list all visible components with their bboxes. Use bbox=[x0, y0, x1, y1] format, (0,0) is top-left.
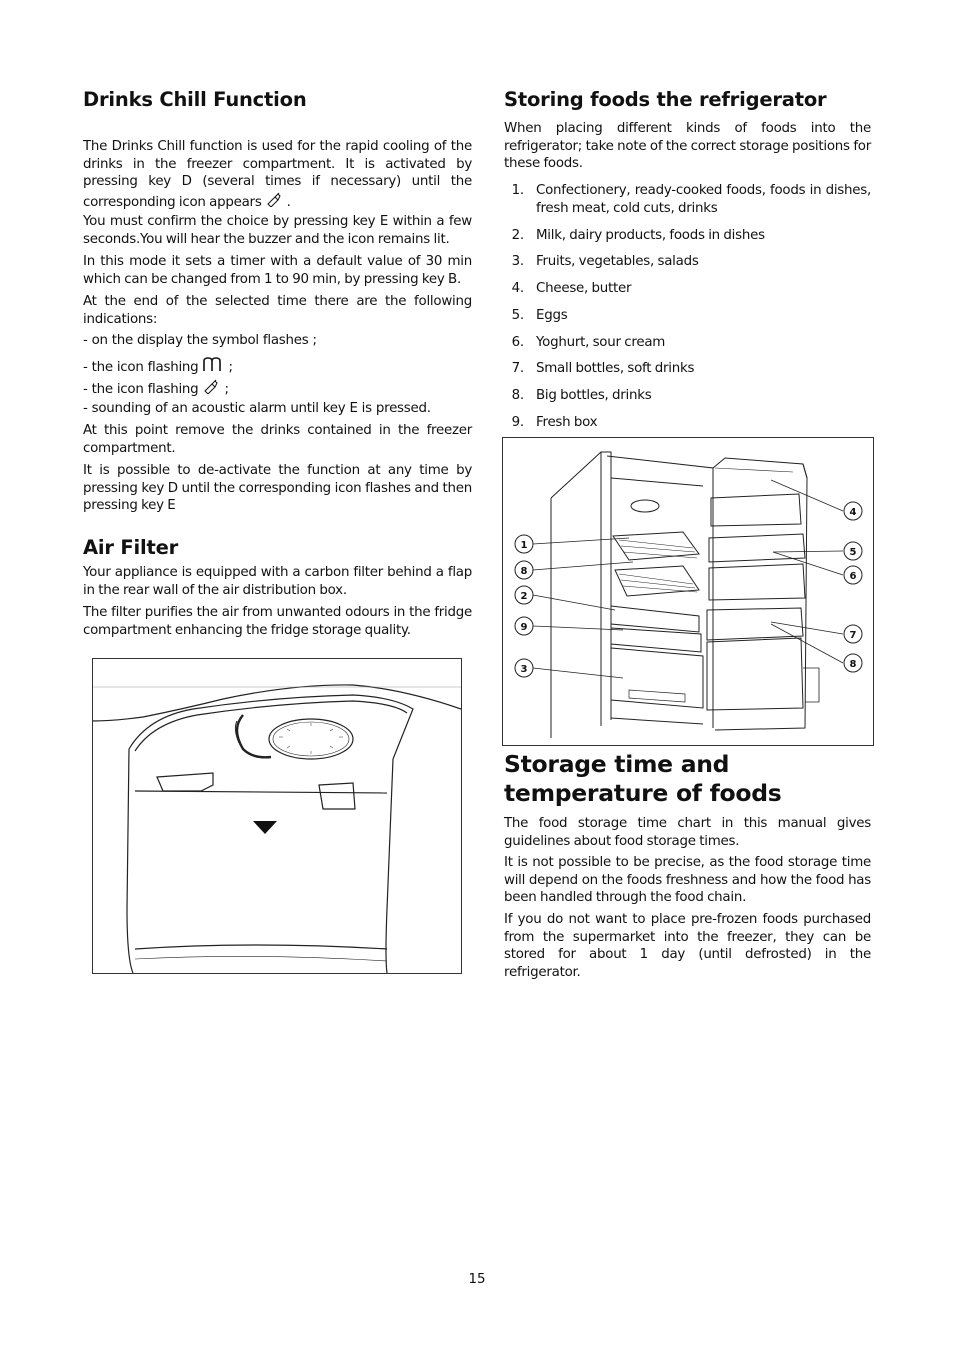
list-item-number: 7. bbox=[511, 361, 524, 376]
indication-4: - sounding of an acoustic alarm until key E is pressed. bbox=[83, 401, 431, 416]
callout-label: 4 bbox=[849, 507, 857, 518]
air-filter-heading: Air Filter bbox=[83, 536, 179, 559]
callout-label: 7 bbox=[849, 630, 857, 641]
air-filter-illustration bbox=[92, 658, 462, 974]
storing-foods-heading: Storing foods the refrigerator bbox=[504, 88, 827, 111]
list-item: Confectionery, ready-cooked foods, foods in dishes, fresh meat, cold cuts, drinks bbox=[536, 183, 871, 216]
bottle-icon bbox=[265, 191, 283, 213]
list-item-number: 5. bbox=[511, 308, 524, 323]
storage-paragraph-3: If you do not want to place pre-frozen foods purchased from the supermarket into the freezer, they can be stored for about 1 day (until defrosted) in the refrigerator. bbox=[504, 912, 871, 980]
callout-label: 8 bbox=[849, 659, 857, 670]
list-item: Yoghurt, sour cream bbox=[536, 335, 666, 350]
storage-paragraph-2: It is not possible to be precise, as the food storage time will depend on the foods freshness and how the food has been handled through the food chain. bbox=[504, 855, 871, 906]
callout-label: 8 bbox=[520, 566, 528, 577]
drinks-chill-paragraph-6: It is possible to de-activate the function at any time by pressing key D until the corresponding icon flashes and then pressing key E bbox=[83, 463, 472, 514]
drinks-chill-paragraph-3: In this mode it sets a timer with a default value of 30 min which can be changed from 1 to 90 min, by pressing key B. bbox=[83, 254, 472, 287]
list-item-number: 4. bbox=[511, 281, 524, 296]
page-number: 15 bbox=[468, 1272, 486, 1287]
drinks-chill-paragraph-2: You must confirm the choice by pressing key E within a few seconds.You will hear the buzzer and the icon remains lit. bbox=[83, 214, 472, 247]
air-filter-paragraph-2: The filter purifies the air from unwanted odours in the fridge compartment enhancing the fridge storage quality. bbox=[83, 605, 472, 638]
storage-time-heading: Storage time and temperature of foods bbox=[504, 750, 782, 807]
indication-3: - the icon flashing ; bbox=[83, 378, 229, 400]
callout-label: 2 bbox=[520, 591, 528, 602]
drinks-chill-paragraph-1: The Drinks Chill function is used for the rapid cooling of the drinks in the freezer compartment. It is activated by pressing key D (several times if necessary) until the corresponding icon appears . bbox=[83, 138, 472, 212]
drinks-chill-heading: Drinks Chill Function bbox=[83, 88, 307, 111]
indication-1: - on the display the symbol flashes ; bbox=[83, 333, 317, 348]
callout-label: 6 bbox=[849, 571, 857, 582]
timer-m-icon bbox=[202, 356, 224, 378]
list-item: Fruits, vegetables, salads bbox=[536, 254, 699, 269]
list-item: Small bottles, soft drinks bbox=[536, 361, 695, 376]
storing-foods-intro: When placing different kinds of foods into the refrigerator; take note of the correct storage positions for these foods. bbox=[504, 121, 871, 172]
list-item-number: 2. bbox=[511, 228, 524, 243]
air-filter-paragraph-1: Your appliance is equipped with a carbon filter behind a flap in the rear wall of the air distribution box. bbox=[83, 565, 472, 598]
list-item-number: 9. bbox=[511, 415, 524, 430]
callout-label: 5 bbox=[849, 547, 857, 558]
drinks-chill-paragraph-4: At the end of the selected time there are the following indications: bbox=[83, 294, 472, 327]
list-item-number: 6. bbox=[511, 335, 524, 350]
list-item-number: 1. bbox=[511, 183, 524, 198]
down-arrow-icon bbox=[253, 821, 277, 834]
refrigerator-diagram bbox=[502, 437, 874, 746]
callout-label: 1 bbox=[520, 540, 528, 551]
callout-label: 9 bbox=[520, 622, 528, 633]
list-item: Milk, dairy products, foods in dishes bbox=[536, 228, 765, 243]
list-item: Fresh box bbox=[536, 415, 598, 430]
list-item: Eggs bbox=[536, 308, 568, 323]
bottle-icon bbox=[202, 378, 220, 400]
drinks-chill-paragraph-5: At this point remove the drinks contained in the freezer compartment. bbox=[83, 423, 472, 456]
storage-paragraph-1: The food storage time chart in this manual gives guidelines about food storage times. bbox=[504, 816, 871, 849]
list-item-number: 3. bbox=[511, 254, 524, 269]
list-item: Cheese, butter bbox=[536, 281, 632, 296]
list-item: Big bottles, drinks bbox=[536, 388, 652, 403]
indication-2: - the icon flashing ; bbox=[83, 356, 233, 378]
list-item-number: 8. bbox=[511, 388, 524, 403]
callout-label: 3 bbox=[520, 664, 528, 675]
